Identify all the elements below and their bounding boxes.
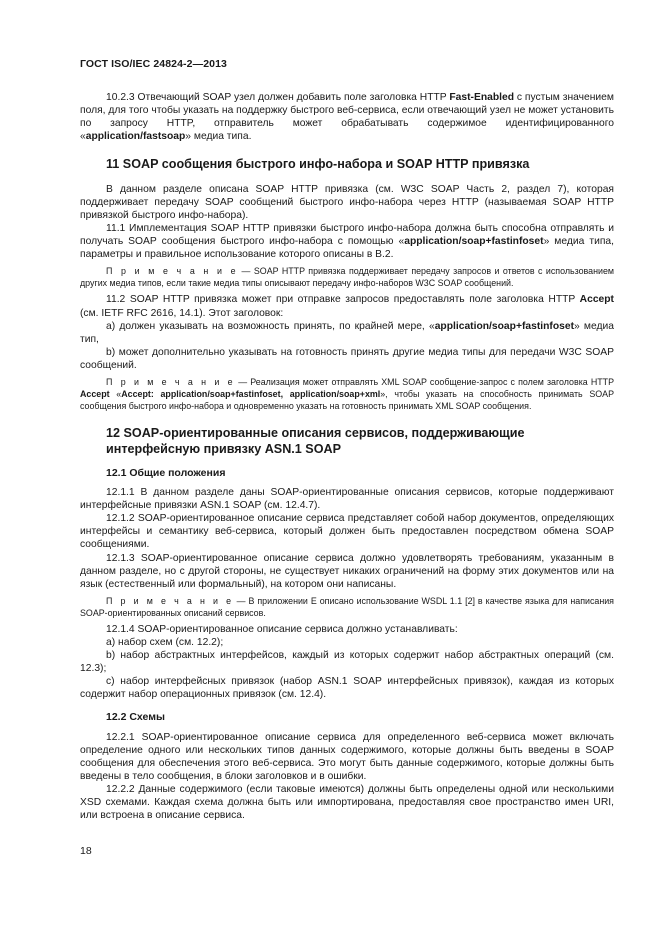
page-number: 18	[80, 845, 92, 857]
paragraph-12-1-4: 12.1.4 SOAP-ориентированное описание сервиса должно устанавливать:	[106, 623, 458, 635]
list-item-11-2-b: b) может дополнительно указывать на готовность принять другие медиа типы для передачи W3C SOAP сообщений.	[80, 346, 614, 371]
paragraph-11-1: 11.1 Имплементация SOAP HTTP привязки быстрого инфо-набора должна быть способна отправлять и получать SOAP сообщения быстрого инфо-набора с помощью «application/soap+fastinfoset» медиа типа, параметры и правильное использование которого описаны в В.2.	[80, 223, 614, 261]
list-item-12-1-4-c: с) набор интерфейсных привязок (набор ASN.1 SOAP интерфейсных привязок), каждая из которых содержит набор операционных привязок (см. 12.4).	[80, 676, 614, 701]
page-body	[80, 91, 614, 822]
note-1: П р и м е ч а н и е — SOAP HTTP привязка поддерживает передачу запросов и ответов с использованием других медиа типов, если такие медиа типы описывают передачу инфо-наборов W3C SOAP сообщений.	[80, 266, 614, 289]
paragraph-12-1-3: 12.1.3 SOAP-ориентированное описание сервиса должно удовлетворять требованиям, указанным в данном разделе, но с другой стороны, не существует никаких ограничений на форму этих документов или на язык (естественный или формальный), на котором они написаны.	[80, 552, 614, 590]
paragraph-10-2-3: 10.2.3 Отвечающий SOAP узел должен добавить поле заголовка HTTP Fast-Enabled с пустым значением поля, для того чтобы указать на поддержку быстрого веб-сервиса, если отвечающий узел не может установить по запросу HTTP, отправитель может обрабатывать содержимое идентифицированного «application/fastsoap» медиа типа.	[80, 92, 614, 143]
subsection-heading-12-2: 12.2 Схемы	[106, 711, 165, 724]
subsection-heading-12-1: 12.1 Общие положения	[106, 467, 226, 479]
paragraph-12-1-2: 12.1.2 SOAP-ориентированное описание сервиса представляет собой набор документов, определяющих интерфейсы и семантику веб-сервиса, который должен быть предоставлен посредством обмена SOAP сообщениями.	[80, 513, 614, 551]
list-item-12-1-4-b: b) набор абстрактных интерфейсов, каждый из которых содержит набор абстрактных операций (см. 12.3);	[80, 650, 614, 675]
section-heading-11: 11 SOAP сообщения быстрого инфо-набора и SOAP HTTP привязка	[106, 157, 530, 172]
list-item-12-1-4-a: а) набор схем (см. 12.2);	[106, 636, 224, 648]
running-header: ГОСТ ISO/IEC 24824-2—2013	[80, 58, 227, 70]
paragraph-12-1-1: 12.1.1 В данном разделе даны SOAP-ориентированные описания сервисов, которые поддерживают интерфейсные привязки ASN.1 SOAP (см. 12.4.7).	[80, 487, 614, 512]
note-3: П р и м е ч а н и е — В приложении E описано использование WSDL 1.1 [2] в качестве языка для написания SOAP-ориентированных описаний сервисов.	[80, 595, 614, 618]
list-item-11-2-a: а) должен указывать на возможность принять, по крайней мере, «application/soap+fastinfoset» медиа тип,	[80, 320, 614, 345]
paragraph-12-2-2: 12.2.2 Данные содержимого (если таковые имеются) должны быть определены одной или несколькими XSD схемами. Каждая схема должна быть или импортирована, предоставляя свое пространство имен URI, или встроена в описание сервиса.	[80, 783, 614, 822]
paragraph-11-intro: В данном разделе описана SOAP HTTP привязка (см. W3C SOAP Часть 2, раздел 7), которая поддерживает передачу SOAP сообщений быстрого инфо-набора через HTTP (называемая SOAP HTTP привязкой быстрого инфо-набора).	[80, 183, 614, 222]
note-2: П р и м е ч а н и е — Реализация может отправлять XML SOAP сообщение-запрос с полем заголовка HTTP Accept «Accept: application/soap+fastinfoset, application/soap+xml», чтобы указать на способность принимать SOAP сообщения быстрого инфо-набора и одновременно указать на готовность принимать XML SOAP сообщения.	[80, 377, 615, 411]
paragraph-11-2: 11.2 SOAP HTTP привязка может при отправке запросов предоставлять поле заголовка HTTP Accept (см. IETF RFC 2616, 14.1). Этот заголовок:	[80, 294, 614, 319]
section-heading-12: 12 SOAP-ориентированные описания сервисов, поддерживающие интерфейсную привязку ASN.1 SOAP	[106, 426, 525, 456]
paragraph-12-2-1: 12.2.1 SOAP-ориентированное описание сервиса для определенного веб-сервиса может включать определение одного или нескольких типов данных содержимого, которые должны быть введены в SOAP сообщения для обеспечения этого веб-сервиса. Это могут быть данные содержимого, которые должны быть введены в тело сообщения, в блоки заголовков и в ошибки.	[80, 731, 614, 782]
